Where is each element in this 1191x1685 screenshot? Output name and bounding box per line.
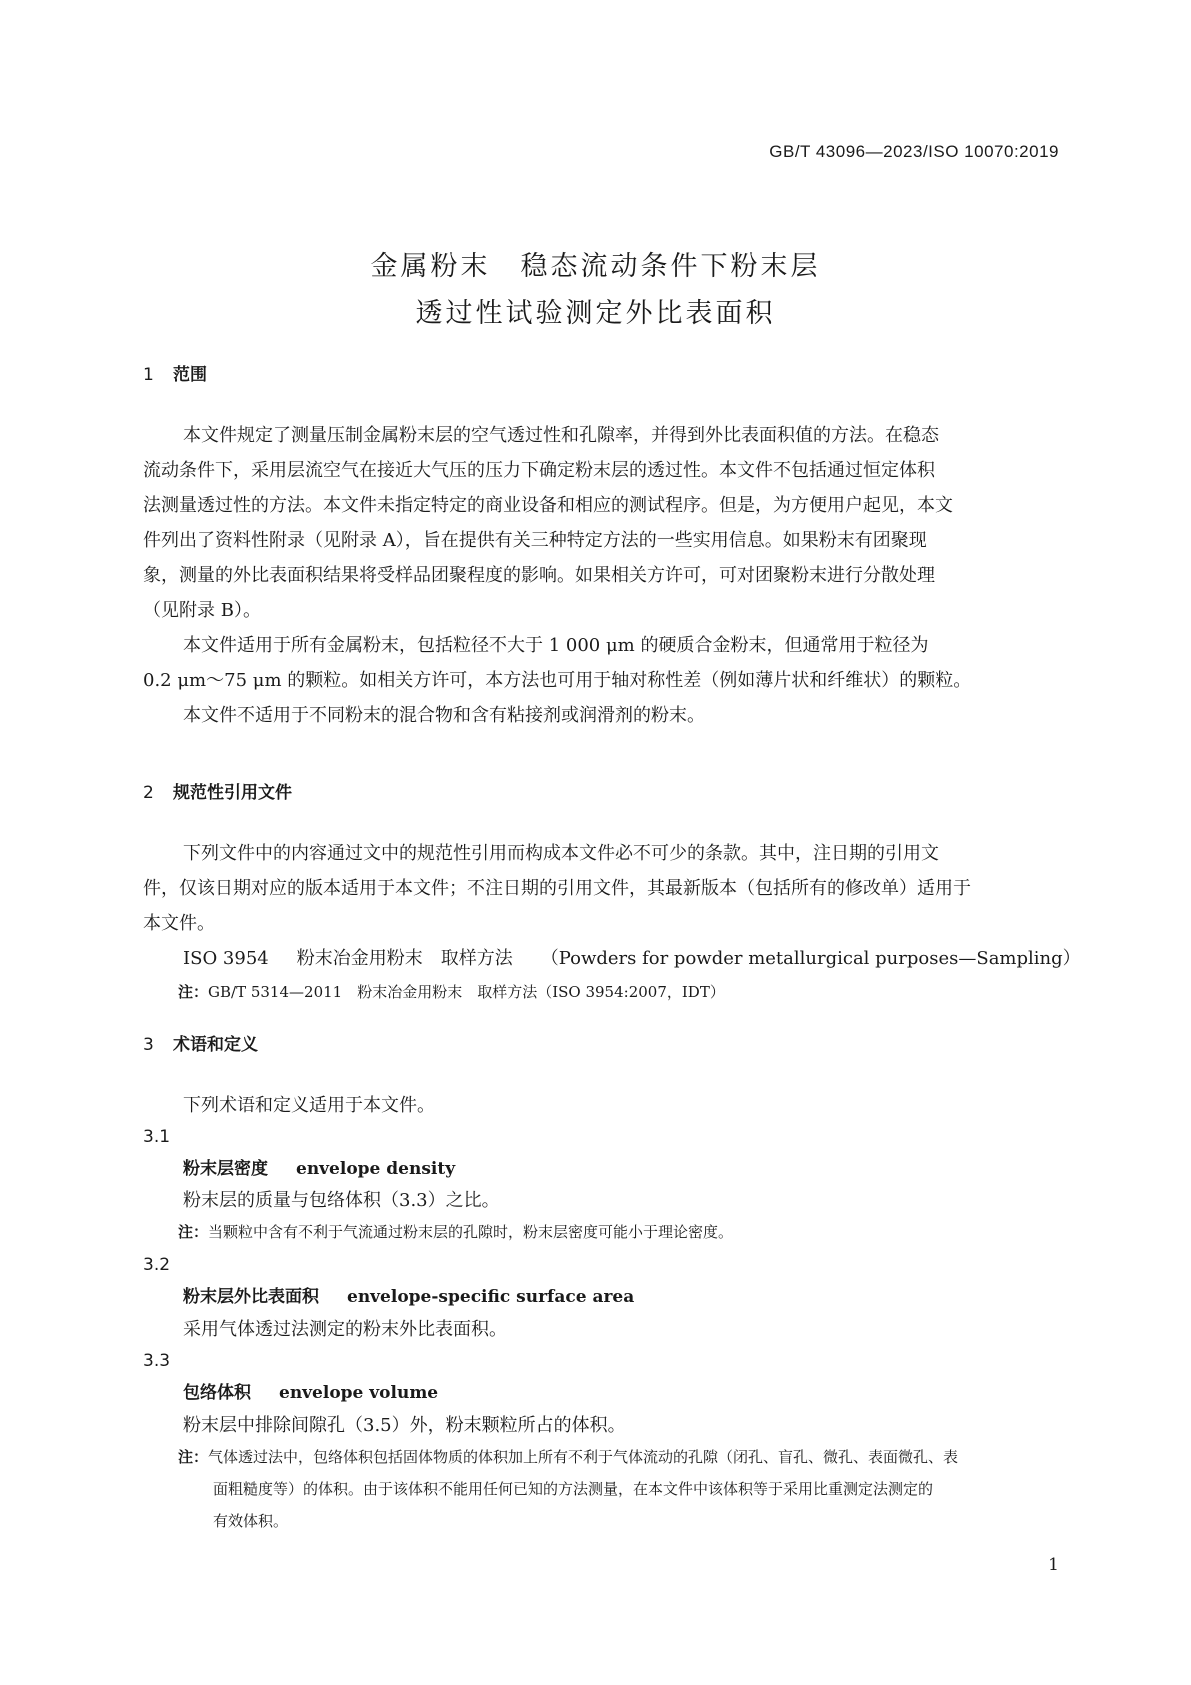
document-title-line-1: 金属粉末 稳态流动条件下粉末层	[370, 251, 821, 282]
section-title: 术语和定义	[173, 1035, 258, 1055]
term-zh: 粉末层密度	[183, 1159, 268, 1179]
section-number: 2	[143, 783, 154, 803]
standard-code: GB/T 43096—2023/ISO 10070:2019	[769, 142, 1059, 161]
section-1-paragraph-3: 本文件不适用于不同粉末的混合物和含有粘接剂或润滑剂的粉末。	[183, 705, 705, 726]
term-entry	[143, 1152, 1095, 1187]
reference-code: ISO 3954	[183, 948, 269, 969]
section-2-heading	[143, 776, 1055, 811]
text-line: 下列文件中的内容通过文中的规范性引用而构成本文件必不可少的条款。其中，注日期的引用文	[183, 843, 939, 864]
reference-title-zh: 粉末冶金用粉末 取样方法	[296, 948, 513, 969]
section-2-paragraph-1	[143, 836, 1055, 941]
document-title-line-2: 透过性试验测定外比表面积	[415, 298, 776, 329]
text-line: 象，测量的外比表面积结果将受样品团聚程度的影响。如果相关方许可，可对团聚粉末进行分散处理	[143, 565, 935, 586]
note-label: 注：	[178, 983, 209, 1001]
section-number: 3	[143, 1035, 154, 1055]
section-title: 规范性引用文件	[173, 783, 292, 803]
text-line: 本文件。	[143, 913, 215, 934]
section-1-heading	[143, 358, 1055, 393]
section-1-paragraph-2	[143, 628, 1055, 698]
note-text: GB/T 5314—2011 粉末冶金用粉末 取样方法（ISO 3954:2007，IDT）	[208, 983, 725, 1001]
term-number: 3.1	[143, 1127, 171, 1147]
note-label: 注：	[178, 1448, 209, 1466]
term-note	[143, 1441, 1090, 1537]
text-line: 0.2 μm～75 μm 的颗粒。如相关方许可，本方法也可用于轴对称性差（例如薄片状和纤维状）的颗粒。	[143, 670, 972, 691]
text-line: 法测量透过性的方法。本文件未指定特定的商业设备和相应的测试程序。但是，为方便用户起见，本文	[143, 495, 953, 516]
section-3-intro: 下列术语和定义适用于本文件。	[183, 1095, 435, 1116]
text-line: 件，仅该日期对应的版本适用于本文件；不注日期的引用文件，其最新版本（包括所有的修改单）适用于	[143, 878, 971, 899]
reference-title-en: （Powders for powder metallurgical purposes—Sampling）	[540, 948, 1081, 969]
term-zh: 粉末层外比表面积	[183, 1287, 319, 1307]
section-3-heading	[143, 1028, 1055, 1063]
term-entry	[143, 1376, 1095, 1411]
note-label: 注：	[178, 1223, 209, 1241]
term-note	[143, 1216, 1090, 1248]
term-zh: 包络体积	[183, 1383, 251, 1403]
term-number: 3.2	[143, 1255, 171, 1275]
term-entry	[143, 1280, 1095, 1315]
note-text-line: 面粗糙度等）的体积。由于该体积不能用任何已知的方法测量，在本文件中该体积等于采用比重测定法测定的	[213, 1480, 934, 1498]
term-definition: 粉末层中排除间隙孔（3.5）外，粉末颗粒所占的体积。	[183, 1415, 626, 1436]
note-text-line: 气体透过法中，包络体积包括固体物质的体积加上所有不利于气体流动的孔隙（闭孔、盲孔、微孔、表面微孔、表	[208, 1448, 959, 1466]
text-line: 流动条件下，采用层流空气在接近大气压的压力下确定粉末层的透过性。本文件不包括通过恒定体积	[143, 460, 935, 481]
page-number: 1	[1048, 1555, 1059, 1575]
text-line: 本文件适用于所有金属粉末，包括粒径不大于 1 000 μm 的硬质合金粉末，但通常用于粒径为	[183, 635, 929, 656]
text-line: 件列出了资料性附录（见附录 A），旨在提供有关三种特定方法的一些实用信息。如果粉末有团聚现	[143, 530, 927, 551]
term-en: envelope density	[296, 1159, 456, 1179]
note-text: 当颗粒中含有不利于气流通过粉末层的孔隙时，粉末层密度可能小于理论密度。	[208, 1223, 734, 1241]
term-en: envelope-specific surface area	[347, 1287, 635, 1307]
term-en: envelope volume	[279, 1383, 439, 1403]
section-title: 范围	[173, 365, 207, 385]
normative-reference	[143, 941, 1095, 976]
section-number: 1	[143, 365, 154, 385]
text-line: （见附录 B）。	[143, 600, 261, 621]
reference-note	[143, 976, 1090, 1008]
note-text-line: 有效体积。	[213, 1512, 289, 1530]
term-number: 3.3	[143, 1351, 171, 1371]
section-1-paragraph-1	[143, 418, 1055, 628]
text-line: 本文件规定了测量压制金属粉末层的空气透过性和孔隙率，并得到外比表面积值的方法。在稳态	[183, 425, 939, 446]
term-definition: 采用气体透过法测定的粉末外比表面积。	[183, 1319, 507, 1340]
term-definition: 粉末层的质量与包络体积（3.3）之比。	[183, 1190, 500, 1211]
